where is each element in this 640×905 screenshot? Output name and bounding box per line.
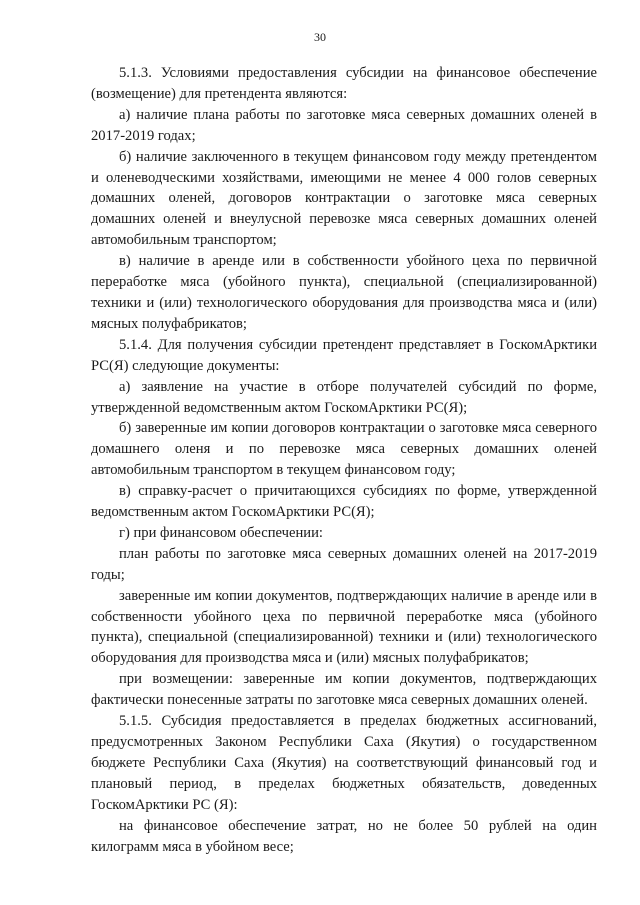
paragraph-work-plan: план работы по заготовке мяса северных домашних оленей на 2017-2019 годы; — [91, 545, 597, 583]
paragraph-reimbursement: при возмещении: заверенные им копии документов, подтверждающих фактически понесенные затраты по заготовке мяса северных домашних оленей. — [91, 671, 597, 709]
paragraph-doc-a: а) заявление на участие в отборе получателей субсидий по форме, утвержденной ведомственным актом ГоскомАрктики РС(Я); — [91, 378, 597, 416]
paragraph-5-1-5: 5.1.5. Субсидия предоставляется в пределах бюджетных ассигнований, предусмотренных Законом Республики Саха (Якутия) о государственном бюджете Республики Саха (Якутия) на соответствующий финансовый год и плановый период, в пределах бюджетных обязательств, доведенных ГоскомАрктики РС (Я): — [91, 713, 597, 813]
paragraph-item-a: а) наличие плана работы по заготовке мяса северных домашних оленей в 2017-2019 годах; — [91, 106, 597, 144]
paragraph-doc-b: б) заверенные им копии договоров контрактации о заготовке мяса северного домашнего оленя и по перевозке мяса северных домашних оленей автомобильным транспортом в текущем финансовом году; — [91, 420, 597, 479]
document-body — [91, 63, 597, 857]
paragraph-item-b: б) наличие заключенного в текущем финансовом году между претендентом и оленеводческими хозяйствами, имеющими не менее 4 000 голов северных домашних оленей, договоров контрактации о заготовке мяса северных домашних оленей и внеулусной перевозке мяса северных домашних оленей автомобильным транспортом; — [91, 148, 597, 249]
paragraph-doc-g: г) при финансовом обеспечении: — [119, 524, 323, 541]
paragraph-item-v: в) наличие в аренде или в собственности убойного цеха по первичной переработке мяса (убойного пункта), специальной (специализированной) техники и (или) технологического оборудования для производства мяса и (или) мясных полуфабрикатов; — [91, 253, 597, 332]
paragraph-funding-limit: на финансовое обеспечение затрат, но не более 50 рублей на один килограмм мяса в убойном весе; — [91, 817, 597, 855]
page-number: 30 — [314, 30, 326, 44]
paragraph-certified-copies: заверенные им копии документов, подтверждающих наличие в аренде или в собственности убойного цеха по первичной переработке мяса (убойного пункта), специальной (специализированной) техники и (или) технологического оборудования для производства мяса и (или) мясных полуфабрикатов; — [91, 587, 597, 667]
paragraph-5-1-4: 5.1.4. Для получения субсидии претендент представляет в ГоскомАрктики РС(Я) следующие документы: — [91, 336, 597, 374]
paragraph-doc-v: в) справку-расчет о причитающихся субсидиях по форме, утвержденной ведомственным актом ГоскомАрктики РС(Я); — [91, 483, 597, 521]
paragraph-5-1-3: 5.1.3. Условиями предоставления субсидии на финансовое обеспечение (возмещение) для претендента являются: — [91, 65, 597, 102]
